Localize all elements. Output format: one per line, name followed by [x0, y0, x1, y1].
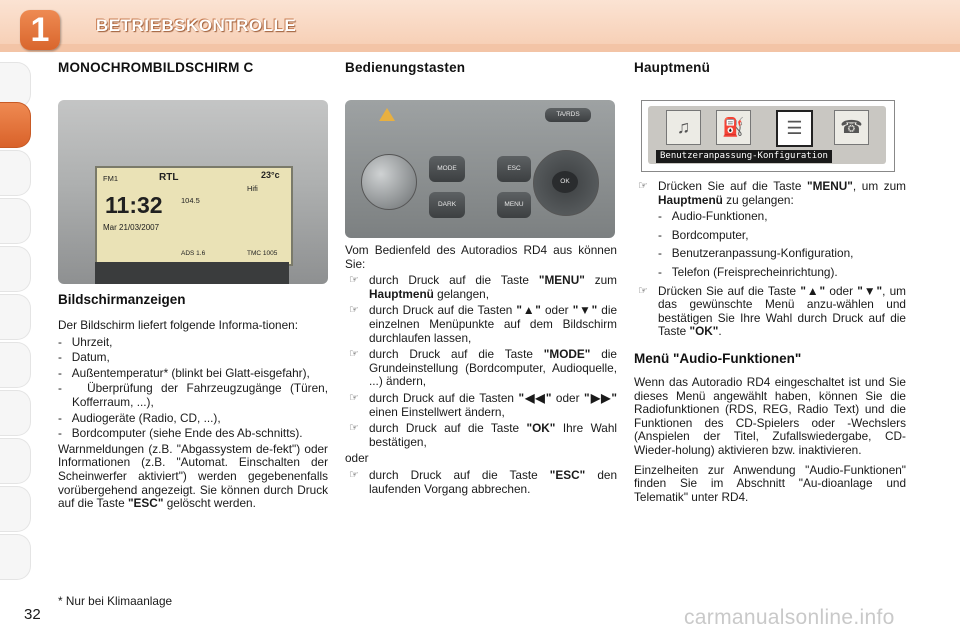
chapter-title: BETRIEBSKONTROLLE [96, 16, 297, 35]
list-item: - Bordcomputer, [658, 227, 749, 242]
controls-text [345, 244, 617, 499]
warning-paragraph: Warnmeldungen (z.B. "Abgassystem de-fekt") oder Informationen (z.B. "Automat. Einschalten der Scheinwerfer aktiviert") werden gegebenenfalls vorübergehend angezeigt. Sie können durch Druck auf die Taste "ESC" gelöscht werden. [58, 441, 328, 511]
menu-button[interactable]: MENU [497, 192, 531, 218]
list-item: - Uhrzeit, [58, 334, 113, 349]
list-item: - Datum, [58, 350, 110, 365]
lcd-screen [95, 166, 293, 266]
display-info-list [58, 336, 328, 441]
lcd-date: Mar 21/03/2007 [103, 223, 160, 232]
controls-intro: Vom Bedienfeld des Autoradios RD4 aus können Sie: [345, 243, 617, 271]
ta-button[interactable]: TA/RDS [545, 108, 591, 122]
subheading-display-info: Bildschirmanzeigen [58, 292, 186, 307]
list-item: ☞ durch Druck auf die Taste "OK" Ihre Wahl bestätigen, [349, 421, 618, 449]
display-intro: Der Bildschirm liefert folgende Informa-tionen: [58, 318, 298, 332]
display-info-section [58, 292, 328, 511]
footnote: * Nur bei Klimaanlage [58, 594, 173, 608]
section-heading-display: MONOCHROMBILDSCHIRM C [58, 60, 254, 75]
side-tab[interactable] [0, 438, 31, 484]
lcd-frequency: 104.5 [181, 196, 200, 205]
ok-button[interactable]: OK [552, 171, 578, 193]
pointing-hand-icon: ☞ [349, 304, 359, 317]
list-item: ☞ durch Druck auf die Tasten "◀◀" oder "▶▶" einen Einstellwert ändern, [349, 390, 618, 419]
main-menu-screenshot [641, 100, 895, 172]
lcd-temperature: 23°c [261, 170, 280, 180]
pointing-hand-icon: ☞ [638, 180, 648, 192]
list-item: - Bordcomputer (siehe Ende des Ab-schnitts). [58, 426, 303, 441]
menu-caption: Benutzeranpassung-Konfiguration [656, 150, 832, 163]
section-heading-main-menu: Hauptmenü [634, 60, 711, 75]
controls-list [345, 274, 617, 449]
display-photo [58, 100, 328, 284]
list-item: - Telefon (Freisprecheinrichtung). [658, 264, 838, 279]
list-item: ☞ durch Druck auf die Taste "ESC" den laufenden Vorgang abbrechen. [349, 467, 618, 496]
side-tab[interactable] [0, 342, 31, 388]
side-tab[interactable] [0, 390, 31, 436]
subheading-audio-functions: Menü "Audio-Funktionen" [634, 350, 802, 366]
pointing-hand-icon: ☞ [349, 274, 359, 287]
controls-list-2 [345, 469, 617, 496]
list-item: - Außentemperatur* (blinkt bei Glatt-eisgefahr), [58, 365, 310, 380]
side-tab[interactable] [0, 198, 31, 244]
personalisation-icon[interactable]: ☰ [776, 110, 813, 147]
side-tab[interactable] [0, 534, 31, 580]
list-item: - Benutzeranpassung-Konfiguration, [658, 246, 854, 261]
display-bezel [95, 262, 289, 284]
column-display [58, 60, 328, 75]
chapter-side-tabs [0, 62, 32, 582]
audio-functions-icon[interactable]: ♫ [666, 110, 701, 145]
list-item: ☞ Drücken Sie auf die Taste "MENU", um zum Hauptmenü zu gelangen: [638, 179, 907, 207]
pointing-hand-icon: ☞ [349, 391, 359, 404]
audio-functions-reference: Einzelheiten zur Anwendung "Audio-Funktionen" finden Sie im Abschnitt "Au-dioanlage und Telematik" unter RD4. [634, 462, 906, 504]
main-menu-text [634, 180, 906, 504]
side-tab[interactable] [0, 246, 31, 292]
oder-text: oder [345, 451, 369, 466]
header-stripe [0, 44, 960, 52]
mode-button[interactable]: MODE [429, 156, 465, 182]
list-item: - Audiogeräte (Radio, CD, ...), [58, 410, 221, 425]
column-main-menu [634, 60, 906, 75]
list-item: ☞ durch Druck auf die Taste "MODE" die Grundeinstellung (Bordcomputer, Audioquelle, ...) ändern, [349, 347, 617, 389]
volume-knob[interactable] [361, 154, 417, 210]
list-item: ☞ Drücken Sie auf die Taste "▲" oder "▼", um das gewünschte Menü anzu-wählen und bestätigen Sie Ihre Wahl durch Druck auf die Taste "OK". [638, 283, 907, 339]
list-item: - Audio-Funktionen, [658, 209, 768, 224]
page-header [0, 0, 960, 52]
list-item: - Überprüfung der Fahrzeugzugänge (Türen, Kofferraum, ...), [58, 381, 329, 409]
lcd-traffic: TMC 1005 [247, 250, 278, 257]
lcd-item: Hifi [247, 184, 258, 193]
main-menu-items [658, 210, 906, 279]
pointing-hand-icon: ☞ [349, 422, 359, 435]
pointing-hand-icon: ☞ [349, 348, 359, 361]
lcd-clock: 11:32 [105, 192, 163, 218]
side-tab[interactable] [0, 486, 31, 532]
trip-computer-icon[interactable]: ⛽ [716, 110, 751, 145]
pointing-hand-icon: ☞ [349, 468, 359, 481]
controls-photo [345, 100, 615, 238]
main-menu-list-2 [634, 285, 906, 339]
lcd-band: FM1 [103, 174, 118, 183]
page-number: 32 [24, 606, 41, 623]
dark-button[interactable]: DARK [429, 192, 465, 218]
esc-button[interactable]: ESC [497, 156, 531, 182]
list-item: ☞ durch Druck auf die Taste "MENU" zum Hauptmenü gelangen, [349, 273, 617, 301]
lcd-ads: ADS 1.6 [181, 250, 206, 257]
watermark: carmanualsonline.info [684, 606, 895, 629]
menu-screen [648, 106, 886, 164]
column-controls [345, 60, 617, 75]
pointing-hand-icon: ☞ [638, 284, 648, 297]
audio-functions-paragraph: Wenn das Autoradio RD4 eingeschaltet ist und Sie dieses Menü angewählt haben, können Sie die Radiofunktionen (RDS, REG, Radio Text) und die Funktionen des CD-Spielers oder -Wechslers (Anspielen der Titel, Zufallswiedergabe, CD-Wieder-holung) aktivieren bzw. inaktivieren. [634, 374, 906, 457]
lcd-station: RTL [159, 172, 179, 183]
section-heading-controls: Bedienungstasten [345, 60, 466, 75]
hazard-icon [379, 108, 395, 121]
main-menu-list [634, 180, 906, 207]
side-tab[interactable] [0, 150, 31, 196]
side-tab-active[interactable] [0, 102, 31, 148]
side-tab[interactable] [0, 294, 31, 340]
chapter-number-badge: 1 [20, 10, 60, 50]
list-item: ☞ durch Druck auf die Tasten "▲" oder "▼" die einzelnen Menüpunkte auf dem Bildschirm durchlaufen lassen, [349, 303, 618, 345]
telephone-icon[interactable]: ☎ [834, 110, 869, 145]
